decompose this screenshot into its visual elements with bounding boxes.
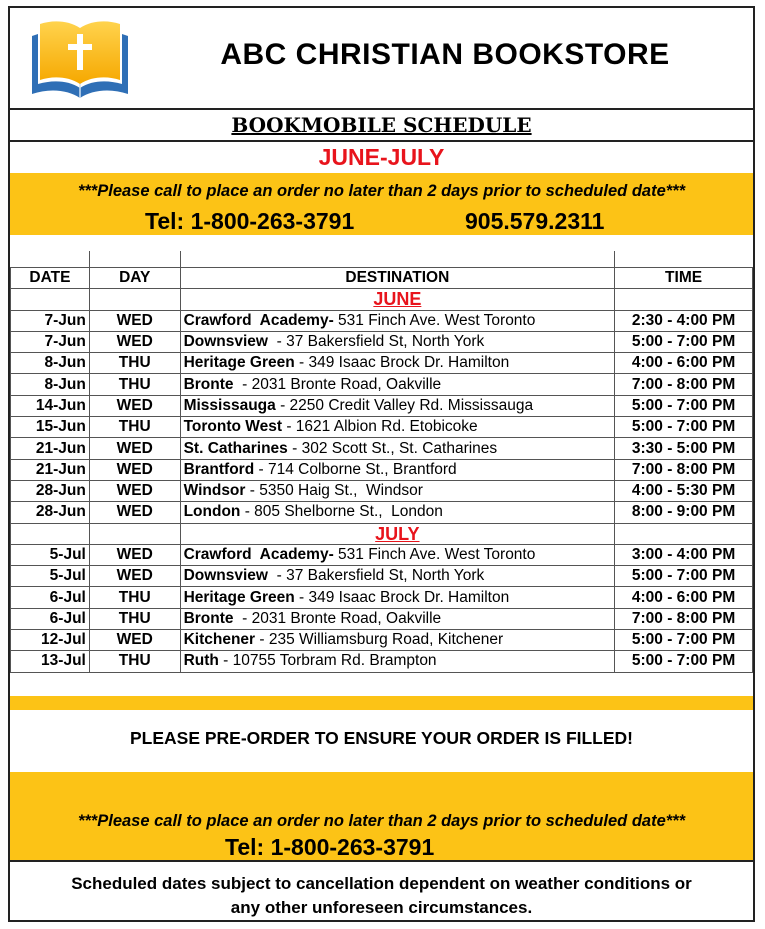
month-spacer-cell (11, 289, 90, 310)
order-notice-band (10, 173, 753, 235)
schedule-row (11, 438, 753, 459)
stop-destination (180, 608, 615, 629)
stop-destination (180, 310, 615, 331)
flyer (8, 6, 755, 922)
stop-date: 15-Jun (11, 417, 90, 438)
schedule-row (11, 395, 753, 416)
stop-destination (180, 566, 615, 587)
stop-date: 7-Jun (11, 331, 90, 352)
phone-tollfree-bottom: Tel: 1-800-263-3791 (225, 834, 435, 860)
stop-destination (180, 502, 615, 523)
stop-destination (180, 417, 615, 438)
stop-time: 5:00 - 7:00 PM (615, 331, 753, 352)
stop-time: 4:00 - 6:00 PM (615, 353, 753, 374)
stop-date: 8-Jun (11, 374, 90, 395)
stop-place: Bronte (183, 375, 238, 393)
schedule-row (11, 353, 753, 374)
stop-time: 2:30 - 4:00 PM (615, 310, 753, 331)
stop-place: Crawford Academy- (183, 546, 334, 563)
schedule-row (11, 480, 753, 501)
stop-place: Toronto West (183, 418, 283, 436)
stop-place: Kitchener (183, 631, 256, 649)
preorder-message: PLEASE PRE-ORDER TO ENSURE YOUR ORDER IS FILLED! (129, 728, 634, 748)
stop-destination (180, 651, 615, 672)
stop-address: 531 Finch Ave. West Toronto (333, 546, 536, 563)
column-header-date: DATE (11, 268, 90, 289)
stop-time: 7:00 - 8:00 PM (615, 374, 753, 395)
stop-date: 5-Jul (11, 544, 90, 565)
stop-place: Heritage Green (183, 354, 295, 372)
stop-place: Windsor (183, 482, 246, 500)
stop-time: 8:00 - 9:00 PM (615, 502, 753, 523)
stop-time: 5:00 - 7:00 PM (615, 566, 753, 587)
stop-date: 8-Jun (11, 353, 90, 374)
yellow-strip (10, 696, 753, 710)
stop-time: 5:00 - 7:00 PM (615, 651, 753, 672)
stop-day: WED (89, 544, 180, 565)
stop-address: - 10755 Torbram Rd. Brampton (218, 652, 437, 670)
column-header-destination: DESTINATION (180, 268, 615, 289)
stop-destination (180, 331, 615, 352)
stop-day: THU (89, 417, 180, 438)
stop-address: - 5350 Haig St., Windsor (245, 482, 423, 500)
schedule-rows (11, 289, 753, 672)
schedule-title: BOOKMOBILE SCHEDULE (10, 110, 753, 142)
stop-destination (180, 438, 615, 459)
schedule-row (11, 374, 753, 395)
stop-address: - 349 Isaac Brock Dr. Hamilton (294, 588, 510, 606)
month-spacer-cell (615, 523, 753, 544)
month-spacer-cell (89, 289, 180, 310)
stop-destination (180, 630, 615, 651)
month-name: JULY (375, 523, 420, 544)
stop-destination (180, 544, 615, 565)
stop-day: THU (89, 587, 180, 608)
month-spacer-cell (89, 523, 180, 544)
schedule-row (11, 566, 753, 587)
stop-day: WED (89, 438, 180, 459)
schedule-row (11, 651, 753, 672)
stop-day: WED (89, 480, 180, 501)
disclaimer-line-1: Scheduled dates subject to cancellation dependent on weather conditions or (71, 874, 692, 893)
schedule-row (11, 417, 753, 438)
schedule-row (11, 331, 753, 352)
stop-place: Mississauga (183, 396, 276, 414)
stop-time: 5:00 - 7:00 PM (615, 630, 753, 651)
store-name: ABC CHRISTIAN BOOKSTORE (220, 38, 670, 71)
stop-day: WED (89, 502, 180, 523)
column-header-day: DAY (89, 268, 180, 289)
stop-day: WED (89, 331, 180, 352)
stop-date: 13-Jul (11, 651, 90, 672)
stop-address: - 2031 Bronte Road, Oakville (237, 609, 442, 627)
stop-destination (180, 480, 615, 501)
schedule-row (11, 587, 753, 608)
schedule-row (11, 459, 753, 480)
stop-time: 3:00 - 4:00 PM (615, 544, 753, 565)
stop-place: Heritage Green (183, 588, 295, 606)
stop-address: 531 Finch Ave. West Toronto (333, 311, 536, 329)
open-bible-logo-icon (28, 14, 132, 102)
stop-date: 7-Jun (11, 310, 90, 331)
stop-time: 3:30 - 5:00 PM (615, 438, 753, 459)
schedule-table (10, 251, 753, 673)
stop-place: Crawford Academy- (183, 311, 334, 329)
stop-place: Downsview (183, 333, 273, 351)
stop-date: 5-Jul (11, 566, 90, 587)
stop-address: - 1621 Albion Rd. Etobicoke (282, 418, 478, 436)
order-notice-band-bottom (10, 772, 753, 862)
stop-date: 21-Jun (11, 438, 90, 459)
schedule-row (11, 502, 753, 523)
stop-day: WED (89, 310, 180, 331)
stop-destination (180, 459, 615, 480)
schedule-period: JUNE-JULY (318, 144, 445, 170)
stop-date: 14-Jun (11, 395, 90, 416)
month-label (180, 523, 615, 544)
stop-time: 5:00 - 7:00 PM (615, 417, 753, 438)
stop-address: - 714 Colborne St., Brantford (254, 460, 457, 478)
stop-address: - 805 Shelborne St., London (240, 503, 443, 521)
stop-day: THU (89, 353, 180, 374)
schedule-row (11, 630, 753, 651)
stop-time: 7:00 - 8:00 PM (615, 459, 753, 480)
stop-destination (180, 353, 615, 374)
stop-place: Ruth (183, 652, 219, 670)
stop-place: Downsview (183, 567, 273, 585)
stop-time: 4:00 - 6:00 PM (615, 587, 753, 608)
stop-place: London (183, 503, 241, 521)
disclaimer (10, 872, 753, 920)
stop-destination (180, 374, 615, 395)
table-spacer-row (11, 251, 753, 268)
stop-address: - 2250 Credit Valley Rd. Mississauga (275, 396, 534, 414)
stop-place: Brantford (183, 460, 255, 478)
stop-time: 5:00 - 7:00 PM (615, 395, 753, 416)
stop-date: 28-Jun (11, 502, 90, 523)
stop-date: 6-Jul (11, 608, 90, 629)
stop-day: THU (89, 374, 180, 395)
month-spacer-cell (11, 523, 90, 544)
month-header-row (11, 523, 753, 544)
schedule-row (11, 544, 753, 565)
stop-address: - 235 Williamsburg Road, Kitchener (255, 631, 504, 649)
stop-day: WED (89, 395, 180, 416)
stop-date: 28-Jun (11, 480, 90, 501)
stop-place: St. Catharines (183, 439, 288, 457)
stop-day: THU (89, 608, 180, 629)
phone-tollfree: Tel: 1-800-263-3791 (145, 208, 355, 234)
stop-address: - 2031 Bronte Road, Oakville (237, 375, 442, 393)
table-header-row (11, 268, 753, 289)
stop-place: Bronte (183, 609, 238, 627)
column-header-time: TIME (615, 268, 753, 289)
header (10, 8, 753, 110)
order-notice-bottom: ***Please call to place an order no later than 2 days prior to scheduled date*** (77, 812, 686, 830)
stop-date: 6-Jul (11, 587, 90, 608)
stop-date: 12-Jul (11, 630, 90, 651)
schedule-row (11, 608, 753, 629)
stop-address: - 37 Bakersfield St, North York (272, 567, 485, 585)
stop-address: - 37 Bakersfield St, North York (272, 333, 485, 351)
stop-day: WED (89, 566, 180, 587)
order-notice: ***Please call to place an order no later than 2 days prior to scheduled date*** (77, 182, 686, 200)
stop-destination (180, 395, 615, 416)
stop-date: 21-Jun (11, 459, 90, 480)
stop-address: - 302 Scott St., St. Catharines (287, 439, 498, 457)
month-label (180, 289, 615, 310)
phone-local: 905.579.2311 (465, 208, 605, 234)
stop-day: WED (89, 630, 180, 651)
stop-day: WED (89, 459, 180, 480)
month-header-row (11, 289, 753, 310)
stop-time: 7:00 - 8:00 PM (615, 608, 753, 629)
disclaimer-line-2: any other unforeseen circumstances. (230, 898, 533, 917)
stop-destination (180, 587, 615, 608)
month-spacer-cell (615, 289, 753, 310)
month-name: JUNE (373, 289, 422, 310)
stop-time: 4:00 - 5:30 PM (615, 480, 753, 501)
stop-day: THU (89, 651, 180, 672)
stop-address: - 349 Isaac Brock Dr. Hamilton (294, 354, 510, 372)
schedule-row (11, 310, 753, 331)
